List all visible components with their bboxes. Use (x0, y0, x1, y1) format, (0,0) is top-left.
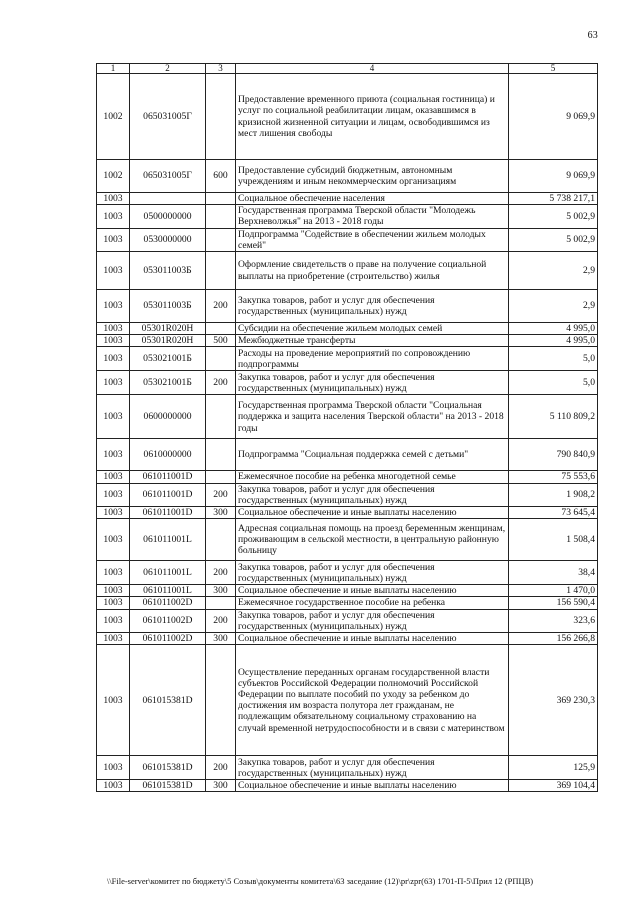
amount-value: 5 738 217,1 (509, 193, 598, 205)
target-article-code: 061011001L (130, 519, 206, 561)
amount-value: 369 104,4 (509, 780, 598, 792)
amount-value: 38,4 (509, 561, 598, 585)
section-code: 1003 (97, 228, 130, 251)
table-row (97, 633, 598, 645)
section-code: 1003 (97, 645, 130, 756)
expense-type-code (206, 597, 236, 609)
expense-name: Закупка товаров, работ и услуг для обеспечения государственных (муниципальных) нужд (236, 290, 509, 323)
table-row (97, 323, 598, 335)
amount-value: 156 590,4 (509, 597, 598, 609)
expense-name: Государственная программа Тверской области "Социальная поддержка и защита населения Тверской области" на 2013 - 2018 годы (236, 395, 509, 439)
column-header-amount: 5 (509, 64, 598, 74)
expense-name: Социальное обеспечение и иные выплаты населению (236, 507, 509, 519)
table-body (97, 74, 598, 792)
amount-value: 4 995,0 (509, 335, 598, 347)
amount-value: 9 069,9 (509, 74, 598, 160)
target-article-code: 065031005Г (130, 160, 206, 193)
expense-type-code (206, 471, 236, 483)
section-code: 1003 (97, 395, 130, 439)
target-article-code: 0610000000 (130, 439, 206, 471)
column-header-section: 1 (97, 64, 130, 74)
section-code: 1003 (97, 609, 130, 632)
expense-type-code: 600 (206, 160, 236, 193)
section-code: 1003 (97, 756, 130, 780)
expense-type-code: 300 (206, 507, 236, 519)
section-code: 1003 (97, 780, 130, 792)
expense-type-code: 200 (206, 290, 236, 323)
budget-table (96, 63, 598, 792)
target-article-code: 053021001Б (130, 347, 206, 371)
amount-value: 1 908,2 (509, 483, 598, 506)
expense-name: Закупка товаров, работ и услуг для обеспечения государственных (муниципальных) нужд (236, 609, 509, 632)
page-number: 63 (587, 30, 598, 41)
target-article-code: 065031005Г (130, 74, 206, 160)
amount-value: 1 508,4 (509, 519, 598, 561)
target-article-code: 061011001D (130, 471, 206, 483)
expense-type-code (206, 193, 236, 205)
expense-name: Предоставление субсидий бюджетным, автономным учреждениям и иным некоммерческим организациям (236, 160, 509, 193)
target-article-code: 0530000000 (130, 228, 206, 251)
target-article-code: 061015381D (130, 756, 206, 780)
expense-type-code (206, 439, 236, 471)
table-row (97, 780, 598, 792)
table-row (97, 561, 598, 585)
amount-value: 369 230,3 (509, 645, 598, 756)
target-article-code: 061011002D (130, 609, 206, 632)
expense-name: Закупка товаров, работ и услуг для обеспечения государственных (муниципальных) нужд (236, 371, 509, 395)
section-code: 1003 (97, 483, 130, 506)
expense-name: Адресная социальная помощь на проезд беременным женщинам, проживающим в сельской местности, в центральную районную больницу (236, 519, 509, 561)
table-row (97, 439, 598, 471)
target-article-code: 061015381D (130, 645, 206, 756)
expense-type-code (206, 74, 236, 160)
column-header-expense-type: 3 (206, 64, 236, 74)
amount-value: 2,9 (509, 252, 598, 290)
expense-name: Расходы на проведение мероприятий по сопровождению подпрограммы (236, 347, 509, 371)
expense-type-code (206, 252, 236, 290)
table-row (97, 609, 598, 632)
header-row (97, 64, 598, 74)
table-row (97, 193, 598, 205)
target-article-code: 053011003Б (130, 290, 206, 323)
section-code: 1003 (97, 347, 130, 371)
table-row (97, 483, 598, 506)
expense-type-code (206, 347, 236, 371)
amount-value: 75 553,6 (509, 471, 598, 483)
target-article-code: 061015381D (130, 780, 206, 792)
section-code: 1003 (97, 323, 130, 335)
amount-value: 125,9 (509, 756, 598, 780)
expense-name: Закупка товаров, работ и услуг для обеспечения государственных (муниципальных) нужд (236, 483, 509, 506)
expense-name: Оформление свидетельств о праве на получение социальной выплаты на приобретение (строительство) жилья (236, 252, 509, 290)
section-code: 1003 (97, 507, 130, 519)
target-article-code: 061011002D (130, 633, 206, 645)
expense-type-code: 200 (206, 561, 236, 585)
amount-value: 5,0 (509, 371, 598, 395)
table-row (97, 335, 598, 347)
amount-value: 5 002,9 (509, 228, 598, 251)
target-article-code: 061011001L (130, 561, 206, 585)
target-article-code (130, 193, 206, 205)
amount-value: 156 266,8 (509, 633, 598, 645)
section-code: 1002 (97, 160, 130, 193)
expense-type-code (206, 323, 236, 335)
table-row (97, 74, 598, 160)
table-row (97, 252, 598, 290)
amount-value: 73 645,4 (509, 507, 598, 519)
section-code: 1003 (97, 252, 130, 290)
file-path-footer: \\File-server\комитет по бюджету\5 Созыв\документы комитета\63 заседание (12)\pr\zpr(63) 1701-П-5\Прил 12 (РПЦВ) (106, 876, 534, 886)
table-row (97, 471, 598, 483)
section-code: 1003 (97, 205, 130, 228)
amount-value: 323,6 (509, 609, 598, 632)
expense-name: Подпрограмма "Содействие в обеспечении жильем молодых семей" (236, 228, 509, 251)
expense-type-code: 200 (206, 371, 236, 395)
expense-name: Субсидии на обеспечение жильем молодых семей (236, 323, 509, 335)
column-header-target-article: 2 (130, 64, 206, 74)
table-row (97, 160, 598, 193)
amount-value: 5,0 (509, 347, 598, 371)
table-row (97, 507, 598, 519)
expense-name: Социальное обеспечение и иные выплаты населению (236, 585, 509, 597)
table-row (97, 597, 598, 609)
amount-value: 5 110 809,2 (509, 395, 598, 439)
target-article-code: 0500000000 (130, 205, 206, 228)
amount-value: 1 470,0 (509, 585, 598, 597)
target-article-code: 061011001D (130, 507, 206, 519)
expense-name: Ежемесячное пособие на ребенка многодетной семье (236, 471, 509, 483)
target-article-code: 061011002D (130, 597, 206, 609)
table-header (97, 64, 598, 74)
expense-name: Осуществление переданных органам государственной власти субъектов Российской Федерации полномочий Российской Федерации по выплате пособий по уходу за ребенком до достижения им возраста полутора лет гражданам, не подлежащим обязательному социальному страхованию на случай временной нетрудоспособности и в связи с материнством (236, 645, 509, 756)
target-article-code: 053011003Б (130, 252, 206, 290)
expense-name: Государственная программа Тверской области "Молодежь Верхневолжья" на 2013 - 2018 годы (236, 205, 509, 228)
table-row (97, 395, 598, 439)
target-article-code: 05301R020H (130, 335, 206, 347)
expense-name: Подпрограмма "Социальная поддержка семей с детьми" (236, 439, 509, 471)
amount-value: 790 840,9 (509, 439, 598, 471)
expense-type-code: 200 (206, 483, 236, 506)
table-row (97, 347, 598, 371)
section-code: 1003 (97, 335, 130, 347)
table-row (97, 228, 598, 251)
amount-value: 5 002,9 (509, 205, 598, 228)
expense-type-code (206, 228, 236, 251)
table-row (97, 756, 598, 780)
table-row (97, 371, 598, 395)
expense-type-code: 300 (206, 780, 236, 792)
expense-name: Социальное обеспечение и иные выплаты населению (236, 633, 509, 645)
expense-type-code (206, 205, 236, 228)
section-code: 1003 (97, 585, 130, 597)
target-article-code: 0600000000 (130, 395, 206, 439)
expense-type-code: 200 (206, 756, 236, 780)
table-row (97, 645, 598, 756)
expense-type-code: 300 (206, 633, 236, 645)
section-code: 1003 (97, 471, 130, 483)
section-code: 1002 (97, 74, 130, 160)
target-article-code: 053021001Б (130, 371, 206, 395)
section-code: 1003 (97, 519, 130, 561)
section-code: 1003 (97, 193, 130, 205)
expense-name: Закупка товаров, работ и услуг для обеспечения государственных (муниципальных) нужд (236, 756, 509, 780)
table-row (97, 519, 598, 561)
table-row (97, 290, 598, 323)
expense-name: Межбюджетные трансферты (236, 335, 509, 347)
section-code: 1003 (97, 597, 130, 609)
expense-type-code: 200 (206, 609, 236, 632)
section-code: 1003 (97, 439, 130, 471)
table-row (97, 585, 598, 597)
expense-type-code (206, 645, 236, 756)
expense-type-code: 500 (206, 335, 236, 347)
expense-name: Предоставление временного приюта (социальная гостиница) и услуг по социальной реабилитации лицам, оказавшимся в кризисной жизненной ситуации и лицам, освободившимся из мест лишения свободы (236, 74, 509, 160)
amount-value: 2,9 (509, 290, 598, 323)
amount-value: 4 995,0 (509, 323, 598, 335)
section-code: 1003 (97, 633, 130, 645)
target-article-code: 061011001D (130, 483, 206, 506)
expense-name: Закупка товаров, работ и услуг для обеспечения государственных (муниципальных) нужд (236, 561, 509, 585)
section-code: 1003 (97, 561, 130, 585)
expense-name: Ежемесячное государственное пособие на ребенка (236, 597, 509, 609)
expense-type-code: 300 (206, 585, 236, 597)
amount-value: 9 069,9 (509, 160, 598, 193)
table-row (97, 205, 598, 228)
expense-type-code (206, 519, 236, 561)
expense-type-code (206, 395, 236, 439)
expense-name: Социальное обеспечение населения (236, 193, 509, 205)
section-code: 1003 (97, 371, 130, 395)
column-header-name: 4 (236, 64, 509, 74)
expense-name: Социальное обеспечение и иные выплаты населению (236, 780, 509, 792)
section-code: 1003 (97, 290, 130, 323)
target-article-code: 061011001L (130, 585, 206, 597)
target-article-code: 05301R020H (130, 323, 206, 335)
